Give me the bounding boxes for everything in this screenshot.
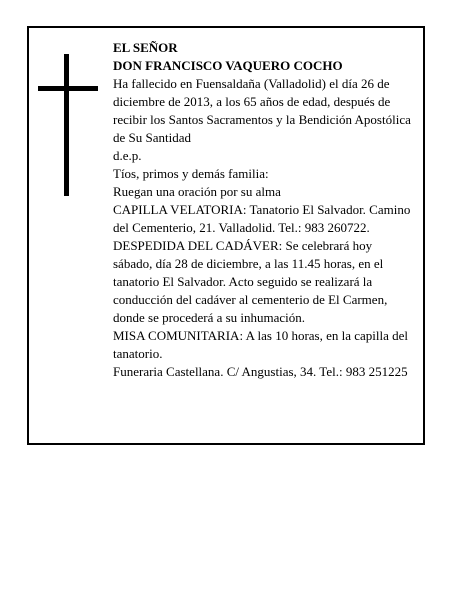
family-line: Tíos, primos y demás familia: xyxy=(113,166,269,181)
prayer-request: Ruegan una oración por su alma xyxy=(113,184,281,199)
funeral-farewell-info: DESPEDIDA DEL CADÁVER: Se celebrará hoy sábado, día 28 de diciembre, a las 11.45 horas, en el tanatorio El Salvador. Acto seguido se realizará la conducción del cadáver al cementerio de El Carmen, donde se procederá a su inhumación. xyxy=(113,238,388,325)
deceased-name: DON FRANCISCO VAQUERO COCHO xyxy=(113,58,343,73)
death-announcement: Ha fallecido en Fuensaldaña (Valladolid) el día 26 de diciembre de 2013, a los 65 años de edad, después de recibir los Santos Sacramentos y la Bendición Apostólica de Su Santidad xyxy=(113,76,411,145)
cross-vertical-bar xyxy=(64,54,69,196)
title-line-1: EL SEÑOR xyxy=(113,40,178,55)
community-mass-info: MISA COMUNITARIA: A las 10 horas, en la capilla del tanatorio. xyxy=(113,328,409,361)
cross-icon xyxy=(38,54,98,196)
wake-chapel-info: CAPILLA VELATORIA: Tanatorio El Salvador. Camino del Cementerio, 21. Valladolid. Tel.: 983 260722. xyxy=(113,202,411,235)
cross-horizontal-bar xyxy=(38,86,98,91)
obituary-text xyxy=(113,39,411,381)
funeral-home-info: Funeraria Castellana. C/ Angustias, 34. Tel.: 983 251225 xyxy=(113,364,408,379)
rest-in-peace: d.e.p. xyxy=(113,148,142,163)
